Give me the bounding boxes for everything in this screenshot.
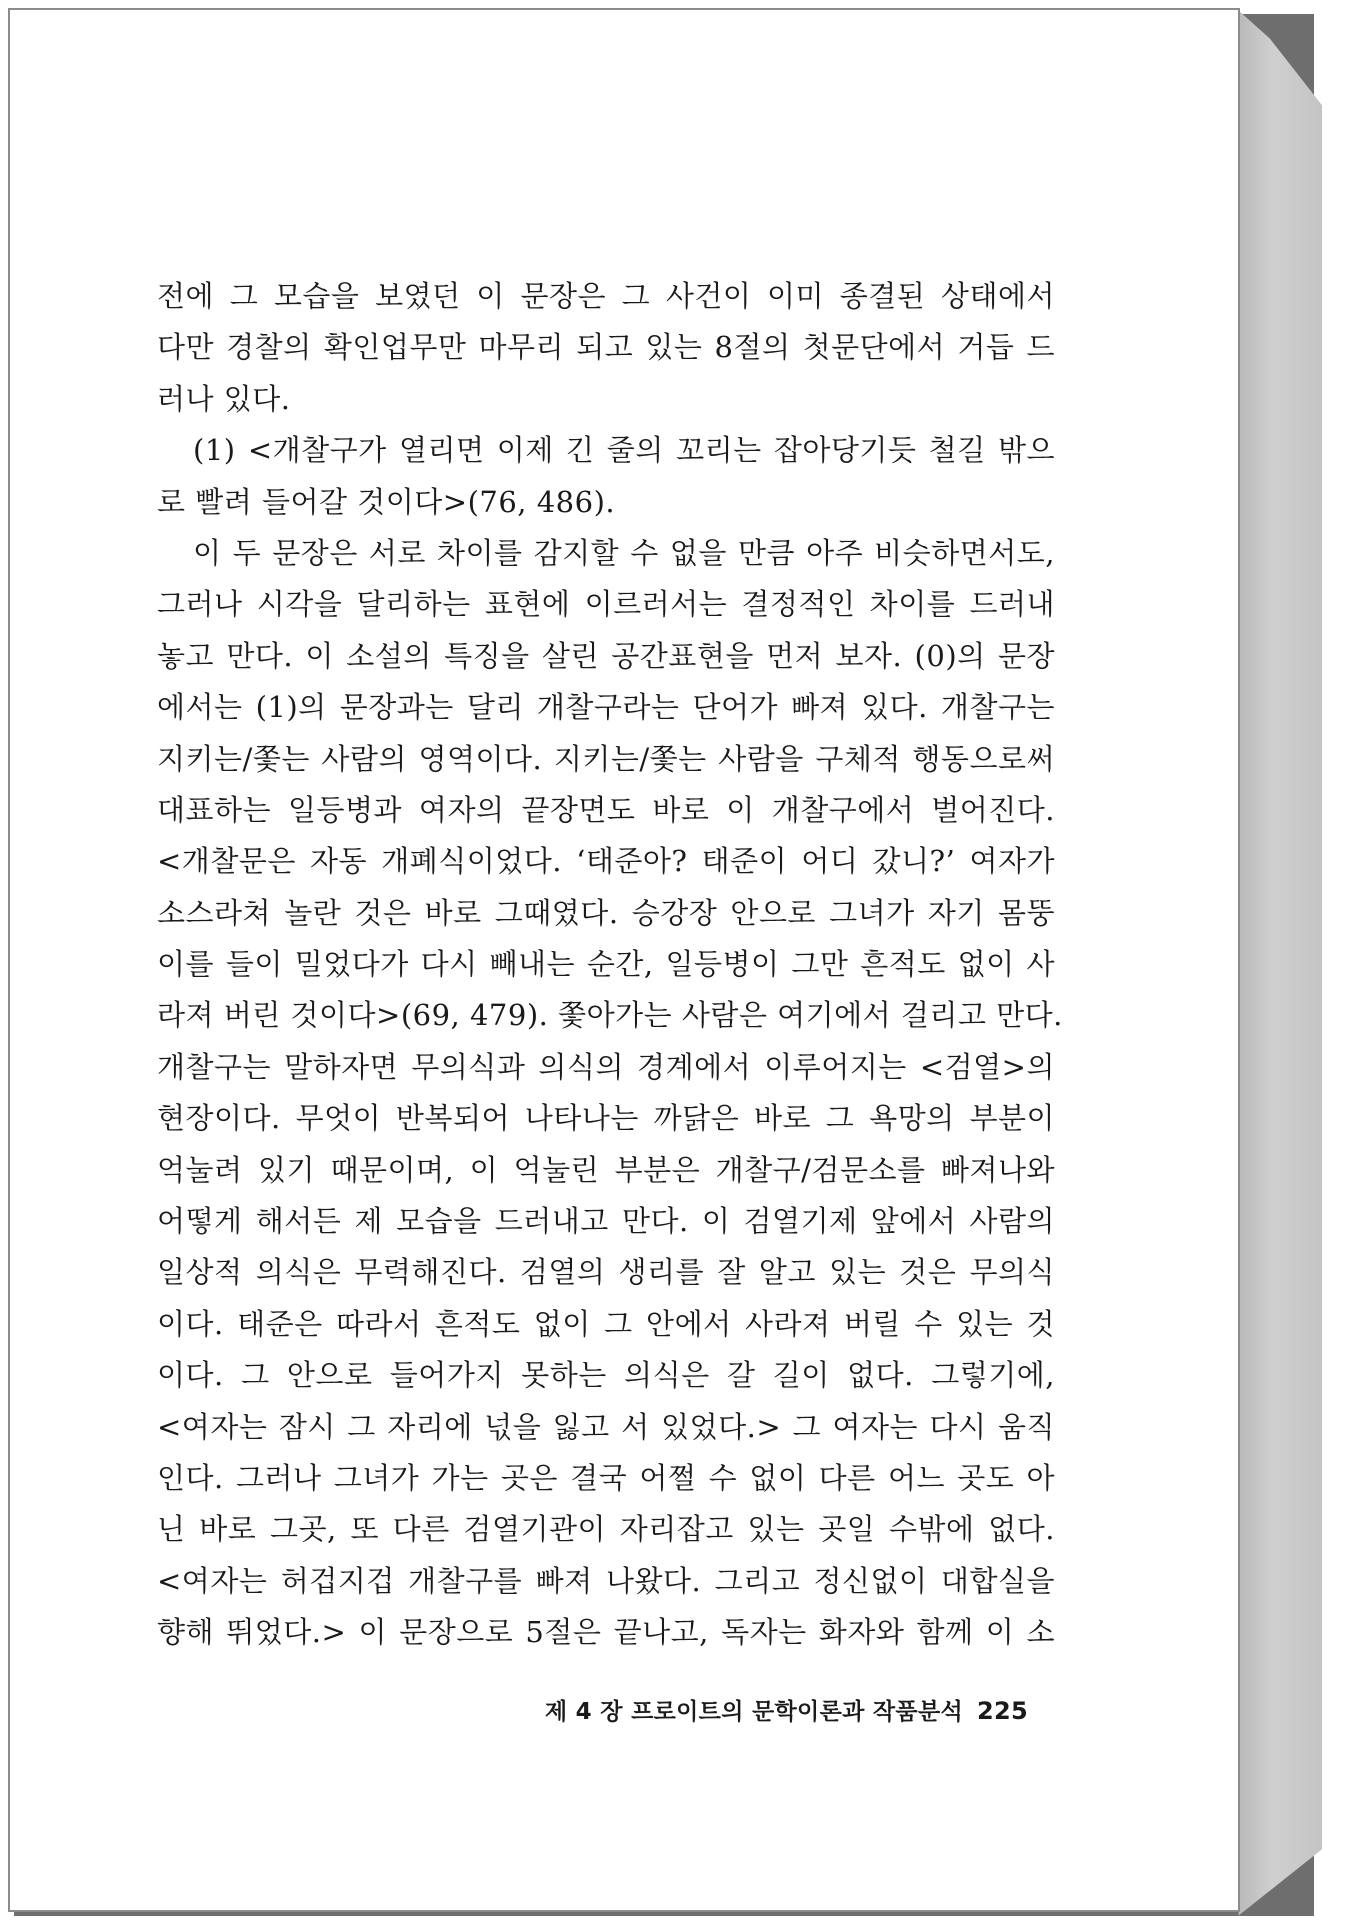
- text-line: 전에 그 모습을 보였던 이 문장은 그 사건이 이미 종결된 상태에서: [157, 279, 1055, 313]
- text-line: 닌 바로 그곳, 또 다른 검열기관이 자리잡고 있는 곳일 수밖에 없다.: [157, 1512, 1055, 1547]
- text-line: 개찰구는 말하자면 무의식과 의식의 경계에서 이루어지는 <검열>의: [157, 1049, 1055, 1084]
- quote-line: 로 빨려 들어갈 것이다>(76, 486).: [157, 484, 616, 519]
- text-line: 그러나 시각을 달리하는 표현에 이르러서는 결정적인 차이를 드러내: [157, 587, 1055, 622]
- text-line: 향해 뛰었다.> 이 문장으로 5절은 끝나고, 독자는 화자와 함께 이 소: [157, 1615, 1055, 1650]
- text-line: 이다. 그 안으로 들어가지 못하는 의식은 갈 길이 없다. 그렇기에,: [157, 1358, 1055, 1393]
- body-text: [157, 271, 1063, 1659]
- text-line: 러나 있다.: [157, 381, 291, 416]
- text-line: 에서는 (1)의 문장과는 달리 개찰구라는 단어가 빠져 있다. 개찰구는: [157, 690, 1055, 725]
- text-line: 다만 경찰의 확인업무만 마무리 되고 있는 8절의 첫문단에서 거듭 드: [157, 330, 1055, 365]
- text-line: 인다. 그러나 그녀가 가는 곳은 결국 어쩔 수 없이 다른 어느 곳도 아: [157, 1460, 1055, 1495]
- text-line: 어떻게 해서든 제 모습을 드러내고 만다. 이 검열기제 앞에서 사람의: [157, 1204, 1055, 1239]
- text-line: 억눌려 있기 때문이며, 이 억눌린 부분은 개찰구/검문소를 빠져나와: [157, 1152, 1055, 1187]
- text-line: 지키는/쫓는 사람의 영역이다. 지키는/쫓는 사람을 구체적 행동으로써: [157, 741, 1055, 776]
- page-footer: [528, 1693, 1028, 1726]
- text-line: 라져 버린 것이다>(69, 479). 쫓아가는 사람은 여기에서 걸리고 만다.: [157, 998, 1063, 1033]
- text-line: 일상적 의식은 무력해진다. 검열의 생리를 잘 알고 있는 것은 무의식: [157, 1255, 1055, 1290]
- text-line: 이를 들이 밀었다가 다시 빼내는 순간, 일등병이 그만 흔적도 없이 사: [157, 947, 1055, 982]
- text-line: <여자는 잠시 그 자리에 넋을 잃고 서 있었다.> 그 여자는 다시 움직: [157, 1409, 1055, 1444]
- text-line: 이다. 태준은 따라서 흔적도 없이 그 안에서 사라져 버릴 수 있는 것: [157, 1306, 1055, 1341]
- text-line: 이 두 문장은 서로 차이를 감지할 수 없을 만큼 아주 비슷하면서도,: [193, 535, 1055, 570]
- text-line: 현장이다. 무엇이 반복되어 나타나는 까닭은 바로 그 욕망의 부분이: [157, 1101, 1055, 1136]
- text-line: 소스라쳐 놀란 것은 바로 그때였다. 승강장 안으로 그녀가 자기 몸뚱: [157, 895, 1055, 930]
- text-line: 놓고 만다. 이 소설의 특징을 살린 공간표현을 먼저 보자. (0)의 문장: [157, 638, 1055, 673]
- text-line: <개찰문은 자동 개폐식이었다. ‘태준아? 태준이 어디 갔니?’ 여자가: [157, 844, 1055, 879]
- page-number: 225: [977, 1697, 1028, 1725]
- running-head: 제 4 장 프로이트의 문학이론과 작품분석: [544, 1699, 963, 1725]
- text-line: 대표하는 일등병과 여자의 끝장면도 바로 이 개찰구에서 벌어진다.: [157, 792, 1055, 827]
- text-line: <여자는 허겁지겁 개찰구를 빠져 나왔다. 그리고 정신없이 대합실을: [157, 1563, 1055, 1598]
- quote-line: (1) <개찰구가 열리면 이제 긴 줄의 꼬리는 잡아당기듯 철길 밖으: [193, 433, 1055, 468]
- page-edge: [1238, 10, 1322, 1916]
